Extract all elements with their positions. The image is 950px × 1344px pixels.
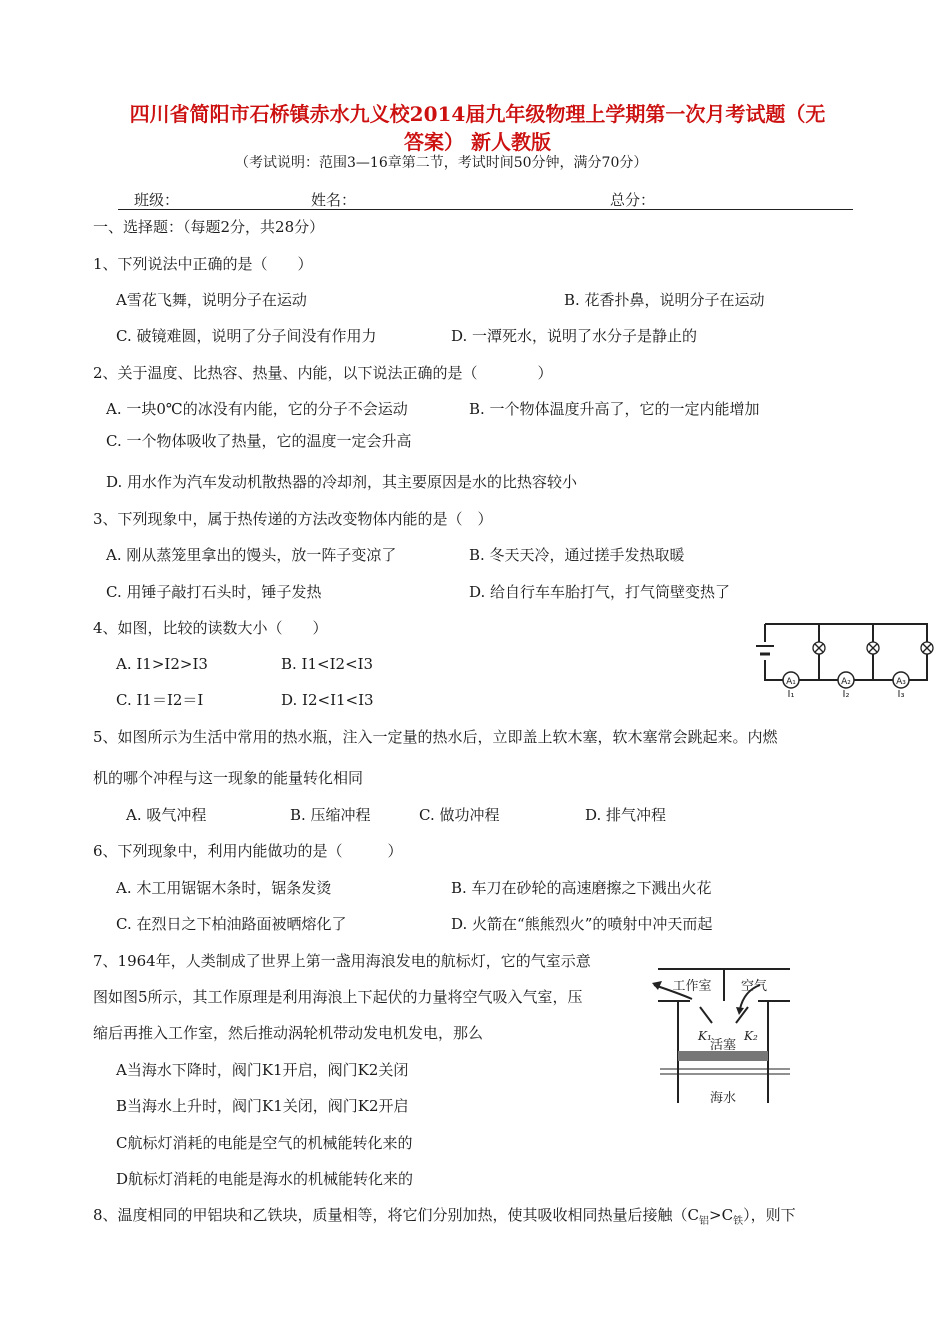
q3-option-d: D. 给自行车车胎打气，打气筒壁变热了 — [469, 583, 731, 601]
q5-option-b: B. 压缩冲程 — [290, 806, 371, 824]
ammeter-label: A₁ — [786, 677, 796, 687]
q6-option-c: C. 在烈日之下柏油路面被晒熔化了 — [116, 915, 347, 933]
q4-option-a: A. I1>I2>I3 — [116, 655, 208, 673]
section-heading: 一、选择题：（每题2分，共28分） — [93, 218, 325, 236]
q8-sub-fe: 铁 — [733, 1216, 744, 1227]
ammeter-icon — [838, 672, 854, 688]
q8-stem-post: ），则下 — [743, 1206, 796, 1224]
question-4-stem: 4、如图，比较的读数大小（ ） — [93, 619, 328, 637]
q3-option-b: B. 冬天天冷，通过搓手发热取暖 — [469, 546, 685, 564]
q2-option-b: B. 一个物体温度升高了，它的一定内能增加 — [469, 400, 760, 418]
lamp-icon — [867, 642, 879, 654]
lamp-icon — [813, 642, 825, 654]
q5-option-d: D. 排气冲程 — [585, 806, 667, 824]
q3-option-c: C. 用锤子敲打石头时，锤子发热 — [106, 583, 322, 601]
q5-option-c: C. 做功冲程 — [419, 806, 500, 824]
question-2-stem: 2、关于温度、比热容、热量、内能，以下说法正确的是（ ） — [93, 364, 553, 382]
sea-label: 海水 — [709, 1091, 737, 1106]
question-5-stem-2: 机的哪个冲程与这一现象的能量转化相同 — [93, 769, 364, 787]
q5-option-a: A. 吸气冲程 — [126, 806, 207, 824]
title-line-1: 四川省简阳市石桥镇赤水九义校2014届九年级物理上学期第一次月考试题（无 — [129, 102, 826, 126]
q4-option-c: C. I1＝I2＝I — [116, 691, 204, 709]
air-chamber-diagram — [640, 963, 805, 1113]
q8-stem-pre: 8、温度相同的甲铝块和乙铁块，质量相等，将它们分别加热，使其吸收相同热量后接触（C — [93, 1206, 700, 1224]
current-label: I₃ — [897, 689, 905, 700]
title-line-2: 答案） 新人教版 — [404, 130, 551, 154]
valve-k1 — [700, 1007, 712, 1023]
q1-option-c: C. 破镜难圆，说明了分子间没有作用力 — [116, 327, 377, 345]
sea-water-lines — [660, 1069, 790, 1074]
q7-option-a: A当海水下降时，阀门K1开启，阀门K2关闭 — [116, 1061, 409, 1079]
q8-mid: >C — [709, 1206, 734, 1224]
question-5-stem-1: 5、如图所示为生活中常用的热水瓶，注入一定量的热水后，立即盖上软木塞，软木塞常会跳起来。内燃 — [93, 728, 778, 746]
q6-option-d: D. 火箭在“熊熊烈火”的喷射中冲天而起 — [451, 915, 713, 933]
q1-option-a: A雪花飞舞，说明分子在运动 — [116, 291, 307, 309]
exam-title — [90, 100, 865, 156]
q8-sub-al: 铝 — [699, 1216, 710, 1227]
q1-option-b: B. 花香扑鼻，说明分子在运动 — [564, 291, 765, 309]
question-8-stem — [93, 1205, 796, 1232]
question-6-stem: 6、下列现象中，利用内能做功的是（ ） — [93, 842, 403, 860]
q7-option-c: C航标灯消耗的电能是空气的机械能转化来的 — [116, 1134, 413, 1152]
q2-option-a: A. 一块0℃的冰没有内能，它的分子不会运动 — [106, 400, 408, 418]
q4-option-b: B. I1<I2<I3 — [281, 655, 374, 673]
question-7-stem-3: 缩后再推入工作室，然后推动涡轮机带动发电机发电，那么 — [93, 1024, 484, 1042]
arrow-head-icon — [652, 981, 662, 990]
current-label: I₁ — [787, 689, 795, 700]
air-label: 空气 — [740, 979, 768, 994]
q2-option-c: C. 一个物体吸收了热量，它的温度一定会升高 — [106, 432, 412, 450]
k2-label: K₂ — [744, 1029, 758, 1043]
q7-option-d: D航标灯消耗的电能是海水的机械能转化来的 — [116, 1170, 414, 1188]
total-label: 总分： — [610, 191, 656, 209]
student-info-row — [118, 189, 853, 210]
q1-option-d: D. 一潭死水，说明了水分子是静止的 — [451, 327, 698, 345]
ammeter-label: A₂ — [841, 677, 851, 687]
piston-label: 活塞 — [709, 1038, 737, 1053]
class-label: 班级： — [134, 191, 180, 209]
exam-note: （考试说明：范围3—16章第二节，考试时间50分钟，满分70分） — [235, 155, 648, 171]
q4-option-d: D. I2<I1<I3 — [281, 691, 374, 709]
q2-option-d: D. 用水作为汽车发动机散热器的冷却剂，其主要原因是水的比热容较小 — [106, 473, 578, 491]
ammeter-icon — [783, 672, 799, 688]
work-room-label: 工作室 — [672, 979, 712, 994]
question-7-stem-2: 图如图5所示，其工作原理是利用海浪上下起伏的力量将空气吸入气室，压 — [93, 988, 583, 1006]
q6-option-b: B. 车刀在砂轮的高速磨擦之下溅出火花 — [451, 879, 712, 897]
battery-gap — [757, 642, 773, 660]
current-label: I₂ — [842, 689, 850, 700]
ammeter-label: A₃ — [896, 677, 906, 687]
ammeter-icon — [893, 672, 909, 688]
q6-option-a: A. 木工用锯锯木条时，锯条发烫 — [116, 879, 332, 897]
question-1-stem: 1、下列说法中正确的是（ ） — [93, 255, 313, 273]
lamp-icon — [921, 642, 933, 654]
name-label: 姓名： — [311, 191, 357, 209]
question-7-stem-1: 7、1964年，人类制成了世界上第一盏用海浪发电的航标灯，它的气室示意 — [93, 952, 591, 970]
q3-option-a: A. 刚从蒸笼里拿出的馒头，放一阵子变凉了 — [106, 546, 397, 564]
question-3-stem: 3、下列现象中，属于热传递的方法改变物体内能的是（ ） — [93, 510, 493, 528]
q7-option-b: B当海水上升时，阀门K1关闭，阀门K2开启 — [116, 1097, 409, 1115]
k1-label: K₁ — [698, 1029, 712, 1043]
circuit-diagram — [745, 614, 940, 700]
